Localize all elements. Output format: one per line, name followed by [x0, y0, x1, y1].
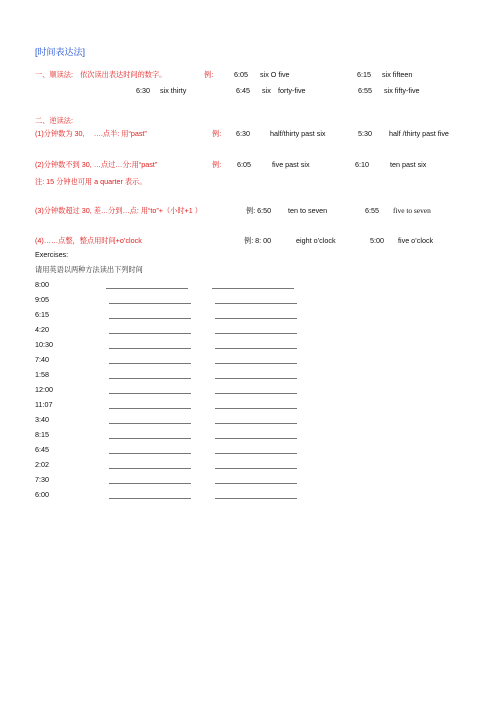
- exercise-time: 7:40: [35, 355, 49, 364]
- rule-4-time: 5:00: [370, 236, 384, 245]
- answer-blank-1[interactable]: [109, 438, 191, 439]
- s1-time: 6:30: [136, 86, 150, 95]
- exercise-time: 3:40: [35, 415, 49, 424]
- rule-3-example: 例: 6:50: [246, 206, 272, 215]
- answer-blank-2[interactable]: [215, 468, 297, 469]
- answer-blank-1[interactable]: [109, 468, 191, 469]
- answer-blank-2[interactable]: [215, 303, 297, 304]
- answer-blank-2[interactable]: [212, 288, 294, 289]
- answer-blank-1[interactable]: [109, 498, 191, 499]
- exercise-time: 8:00: [35, 280, 49, 289]
- answer-blank-1[interactable]: [106, 288, 188, 289]
- answer-blank-1[interactable]: [109, 453, 191, 454]
- exercise-time: 12:00: [35, 385, 53, 394]
- rule-2-words: five past six: [272, 160, 310, 169]
- rule-3-words: ten to seven: [288, 206, 328, 215]
- answer-blank-1[interactable]: [109, 408, 191, 409]
- exercise-time: 11:07: [35, 400, 53, 409]
- answer-blank-2[interactable]: [215, 393, 297, 394]
- rule-4-words: eight o’clock: [296, 236, 336, 245]
- rule-2-time: 6:05: [237, 160, 251, 169]
- answer-blank-2[interactable]: [215, 318, 297, 319]
- rule-1-words: half /thirty past five: [389, 129, 449, 138]
- rule-4-words: five o’clock: [398, 236, 434, 245]
- rule-4-example: 例: 8: 00: [244, 236, 272, 245]
- rule-4: (4)……点整，整点用时间+o’clock: [35, 236, 142, 245]
- answer-blank-1[interactable]: [109, 318, 191, 319]
- section-2-heading: 二、逆读法:: [35, 116, 73, 125]
- s1-words: six O five: [260, 70, 290, 79]
- exercises-instruction: 请用英语以两种方法读出下列时间: [35, 265, 143, 274]
- rule-2-example-label: 例:: [212, 160, 222, 169]
- exercises-label: Exercises:: [35, 250, 69, 259]
- answer-blank-2[interactable]: [215, 453, 297, 454]
- answer-blank-2[interactable]: [215, 378, 297, 379]
- s1-time: 6:05: [234, 70, 248, 79]
- answer-blank-1[interactable]: [109, 363, 191, 364]
- answer-blank-1[interactable]: [109, 393, 191, 394]
- exercise-time: 9:05: [35, 295, 49, 304]
- exercise-time: 4:20: [35, 325, 49, 334]
- answer-blank-2[interactable]: [215, 348, 297, 349]
- answer-blank-2[interactable]: [215, 408, 297, 409]
- s1-words: six forty-five: [262, 86, 306, 95]
- rule-2: (2)分钟数不到 30, …点过…分:用“past”: [35, 160, 158, 169]
- rule-2-time: 6:10: [355, 160, 369, 169]
- answer-blank-2[interactable]: [215, 483, 297, 484]
- exercise-time: 10:30: [35, 340, 53, 349]
- note: 注: 15 分钟也可用 a quarter 表示。: [35, 177, 147, 186]
- page-title: [时间表达法]: [35, 47, 86, 57]
- answer-blank-2[interactable]: [215, 333, 297, 334]
- answer-blank-2[interactable]: [215, 438, 297, 439]
- s1-words: six fifty-five: [384, 86, 420, 95]
- rule-1-time: 5:30: [358, 129, 372, 138]
- s1-time: 6:45: [236, 86, 250, 95]
- rule-1-time: 6:30: [236, 129, 250, 138]
- answer-blank-1[interactable]: [109, 423, 191, 424]
- s1-time: 6:55: [358, 86, 372, 95]
- rule-1-words: half/thirty past six: [270, 129, 326, 138]
- answer-blank-2[interactable]: [215, 498, 297, 499]
- answer-blank-1[interactable]: [109, 378, 191, 379]
- exercise-time: 1:58: [35, 370, 49, 379]
- rule-1-example-label: 例:: [212, 129, 222, 138]
- answer-blank-1[interactable]: [109, 348, 191, 349]
- s1-words: six thirty: [160, 86, 187, 95]
- section-1-heading: 一、顺读法: 依次读出表达时间的数字。: [35, 70, 167, 79]
- answer-blank-2[interactable]: [215, 423, 297, 424]
- exercise-time: 6:00: [35, 490, 49, 499]
- exercise-time: 6:45: [35, 445, 49, 454]
- answer-blank-1[interactable]: [109, 333, 191, 334]
- exercise-time: 7:30: [35, 475, 49, 484]
- rule-2-words: ten past six: [390, 160, 427, 169]
- rule-1: (1)分钟数为 30, ….点半: 用“past”: [35, 129, 147, 138]
- answer-blank-1[interactable]: [109, 303, 191, 304]
- answer-blank-2[interactable]: [215, 363, 297, 364]
- s1-time: 6:15: [357, 70, 371, 79]
- s1-example-label: 例:: [204, 70, 214, 79]
- rule-3-words: five to seven: [393, 206, 431, 215]
- exercise-time: 2:02: [35, 460, 49, 469]
- answer-blank-1[interactable]: [109, 483, 191, 484]
- s1-words: six fifteen: [382, 70, 413, 79]
- rule-3: (3)分钟数超过 30, 差…分到…点: 用“to”+（小时+1 ）: [35, 206, 202, 215]
- exercise-time: 8:15: [35, 430, 49, 439]
- exercise-time: 6:15: [35, 310, 49, 319]
- rule-3-time: 6:55: [365, 206, 379, 215]
